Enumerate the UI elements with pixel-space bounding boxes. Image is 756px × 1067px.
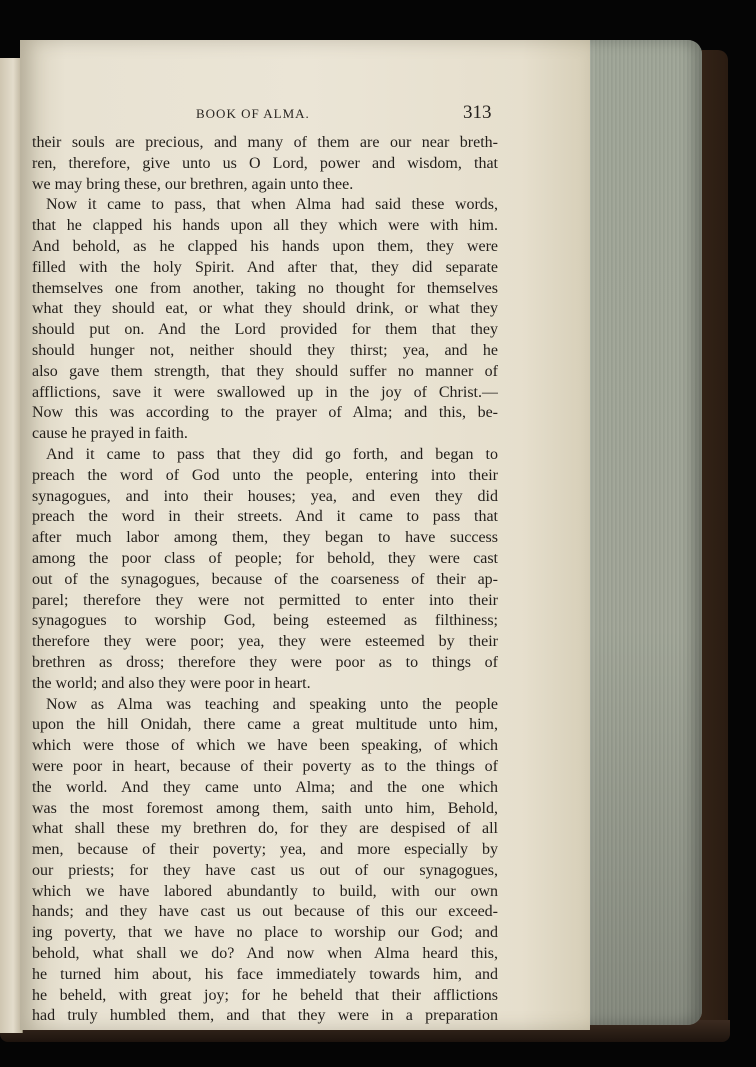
text-line: synagogues, and into their houses; yea, and even they did [32, 487, 498, 505]
text-line: we may bring these, our brethren, again unto thee. [32, 175, 354, 193]
text-line: also gave them strength, that they should suffer no manner of [32, 362, 498, 380]
text-line: the world; and also they were poor in heart. [32, 674, 311, 692]
text-line: among the poor class of people; for behold, they were cast [32, 549, 498, 567]
body-text [32, 133, 498, 1027]
text-line: hands; and they have cast us out because of this our exceed- [32, 903, 498, 921]
text-line: after much labor among them, they began to have success [32, 529, 498, 547]
running-head [20, 102, 590, 128]
text-line: preach the word in their streets. And it came to pass that [32, 508, 498, 526]
text-line: ing poverty, that we have no place to worship our God; and [32, 924, 498, 942]
text-line: should put on. And the Lord provided for them that they [32, 321, 498, 339]
text-line: which we have labored abundantly to build, with our own [32, 882, 498, 900]
text-line: their souls are precious, and many of them are our near breth- [32, 134, 498, 151]
page-number: 313 [463, 102, 492, 123]
text-line: Now it came to pass, that when Alma had said these words, [46, 196, 498, 214]
running-title: BOOK OF ALMA. [196, 106, 310, 121]
text-line: he turned him about, his face immediately towards him, and [32, 965, 498, 983]
text-line: cause he prayed in faith. [32, 425, 188, 443]
text-line: Now this was according to the prayer of Alma; and this, be- [32, 404, 498, 422]
text-line: he beheld, with great joy; for he beheld that their afflictions [32, 986, 498, 1004]
text-line: ren, therefore, give unto us O Lord, power and wisdom, that [32, 154, 498, 172]
text-line: had truly humbled them, and that they were in a preparation [32, 1007, 498, 1025]
text-line: our priests; for they have cast us out of our synagogues, [32, 861, 498, 879]
text-line: were poor in heart, because of their poverty as to the things of [32, 757, 498, 775]
text-line: And behold, as he clapped his hands upon them, they were [32, 237, 498, 255]
text-line: afflictions, save it were swallowed up in the joy of Christ.— [32, 383, 498, 401]
text-line: parel; therefore they were not permitted to enter into their [32, 591, 498, 609]
text-line: therefore they were poor; yea, they were esteemed by their [32, 633, 498, 651]
text-line: filled with the holy Spirit. And after that, they did separate [32, 258, 498, 276]
text-line: out of the synagogues, because of the coarseness of their ap- [32, 570, 498, 588]
text-line: behold, what shall we do? And now when Alma heard this, [32, 945, 498, 963]
text-line: upon the hill Onidah, there came a great multitude unto him, [32, 716, 498, 734]
text-line: should hunger not, neither should they thirst; yea, and he [32, 341, 498, 359]
page-block-edges [586, 40, 702, 1025]
book-page [20, 40, 590, 1030]
text-line: preach the word of God unto the people, entering into their [32, 466, 498, 484]
text-line: synagogues to worship God, being esteemed as filthiness; [32, 612, 498, 630]
text-line: brethren as dross; therefore they were poor as to things of [32, 653, 498, 671]
text-line: And it came to pass that they did go forth, and began to [46, 445, 498, 463]
text-line: themselves one from another, taking no thought for themselves [32, 279, 498, 297]
text-line: was the most foremost among them, saith unto him, Behold, [32, 799, 498, 817]
text-line: what shall these my brethren do, for they are despised of all [32, 820, 498, 838]
text-line: men, because of their poverty; yea, and more especially by [32, 841, 498, 859]
text-line: that he clapped his hands upon all they which were with him. [32, 217, 498, 235]
text-line: Now as Alma was teaching and speaking unto the people [46, 695, 498, 713]
text-line: the world. And they came unto Alma; and the one which [32, 778, 498, 796]
text-line: what they should eat, or what they should drink, or what they [32, 300, 498, 318]
text-line: which were those of which we have been speaking, of which [32, 737, 498, 755]
